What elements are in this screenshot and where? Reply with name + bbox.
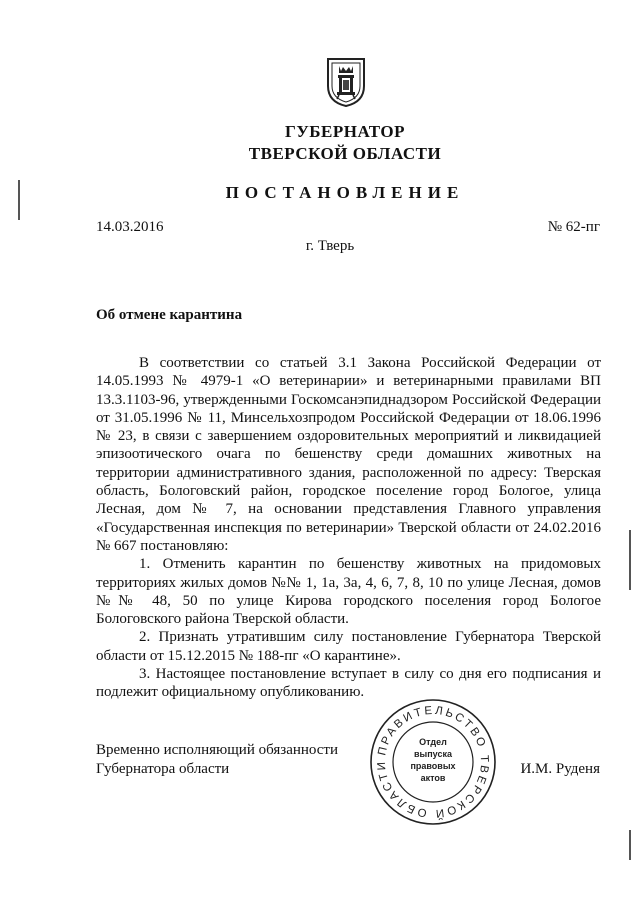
body-paragraph: В соответствии со статьей 3.1 Закона Российской Федерации от 14.05.1993 № 4979-1 «О ветеринарии» и ветеринарными правилами ВП 13.3.1103-96, утвержденными Госкомсанэпиднадзором Российской Федерации от 31.05.1996 № 11, Минсельхозпродом Российской Федерации от 18.06.1996 № 23, в связи с завершением оздоровительных мероприятий и ликвидацией эпизоотического очага по бешенству среди домашних животных на территории административного здания, расположенной по адресу: Тверская область, Бологовский район, городское поселение город Бологое, улица Лесная, дом № 7, на основании представления Главного управления «Государственная инспекция по ветеринарии» Тверской области от 24.02.2016 № 667 постановляю: [96,355,601,554]
scan-margin-mark [18,180,20,220]
scan-margin-mark [629,830,631,860]
stamp-line1: Отдел [419,737,447,747]
signer-position-line2: Губернатора области [96,761,230,777]
coat-of-arms-icon [325,56,367,108]
body-paragraph: 1. Отменить карантин по бешенству животных на придомовых территориях жилых домов №№ 1, 1а, 3а, 4, 6, 7, 8, 10 по улице Лесная, домов №№ 48, 50 по улице Кирова городского поселения город Бологое Бологовского района Тверской области. [96,556,601,628]
authority-title-line2: ТВЕРСКОЙ ОБЛАСТИ [248,144,442,163]
stamp-line4: актов [420,773,446,783]
stamp-ring-textpath: ПРАВИТЕЛЬСТВО ТВЕРСКОЙ ОБЛАСТИ [375,704,491,820]
document-number: № 62-пг [547,219,600,235]
signer-name: И.М. Руденя [520,761,600,777]
official-stamp [368,697,498,827]
document-type: ПОСТАНОВЛЕНИЕ [225,183,465,202]
authority-title-line1: ГУБЕРНАТОР [285,122,405,141]
document-date: 14.03.2016 [96,219,164,235]
stamp-line2: выпуска [414,749,452,759]
stamp-line3: правовых [410,761,456,771]
document-body [96,354,601,702]
body-paragraph: 2. Признать утратившим силу постановление Губернатора Тверской области от 15.12.2015 № 188-пг «О карантине». [96,629,601,664]
body-paragraph: 3. Настоящее постановление вступает в силу со дня его подписания и подлежит официальному опубликованию. [96,666,601,701]
signer-position-line1: Временно исполняющий обязанности [96,742,339,758]
scan-margin-mark [629,530,631,590]
document-subject: Об отмене карантина [96,307,243,323]
document-city: г. Тверь [305,238,355,254]
